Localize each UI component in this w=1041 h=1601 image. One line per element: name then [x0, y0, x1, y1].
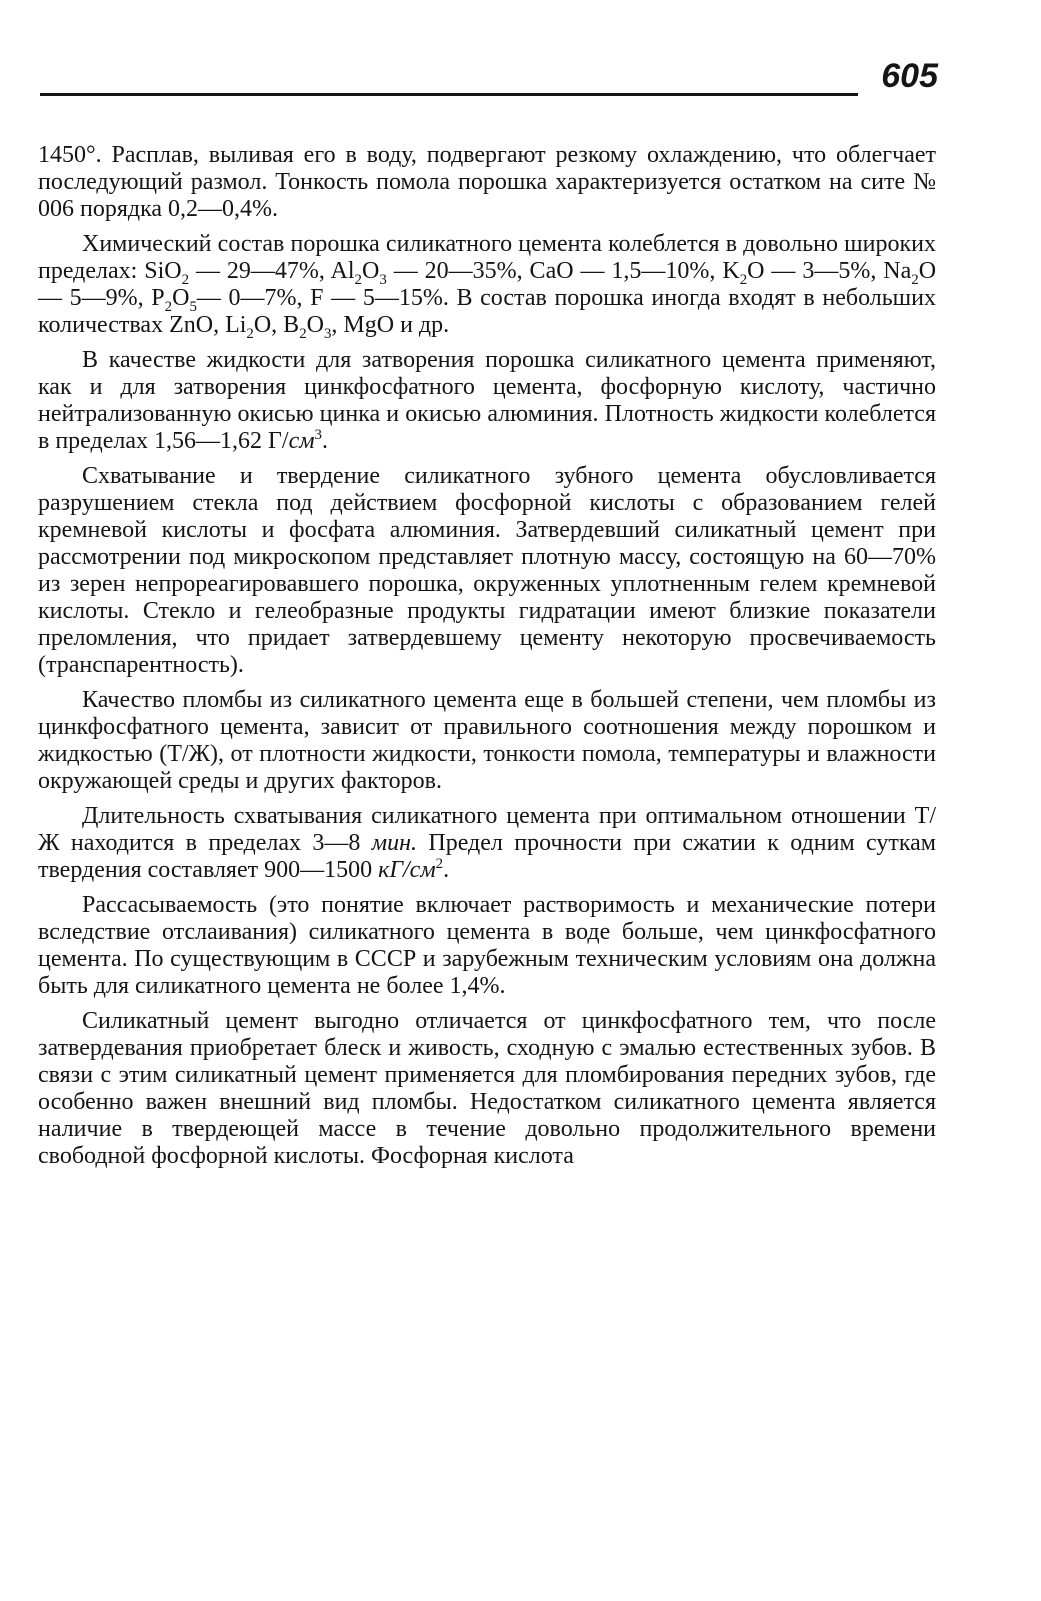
text-segment: В качестве жидкости для затворения порошка силикатного цемента применяют, как и для затворения цинкфосфатного цемента, фосфорную кислоту, частично нейтрализованную окисью цинка и окисью алюминия. Плотность жидкости колеблется в пределах 1,56—1,62: [38, 347, 942, 454]
text-segment: Предел прочности при сжатии к одним суткам твердения составляет 900—1500: [38, 830, 942, 883]
text-segment: 1450°. Расплав, выливая его в воду, подвергают резкому охлаждению, что облегчает последующий размол. Тонкость помола порошка характеризуется остатком на сите № 006 порядка 0,2—0,4%.: [38, 142, 942, 222]
text-segment: O, B: [253, 312, 300, 338]
paragraph: [38, 142, 942, 223]
text-segment: , MgO и др.: [331, 312, 450, 338]
paragraph: [38, 231, 943, 342]
italic-text: мин.: [371, 830, 418, 856]
text-segment: O: [172, 285, 190, 311]
subscript: 5: [189, 298, 197, 315]
subscript: 3: [379, 271, 387, 288]
subscript: 2: [739, 271, 748, 288]
subscript: 2: [164, 298, 173, 315]
text-segment: O — 3—5%, Na: [747, 258, 912, 284]
subscript: 2: [911, 271, 919, 288]
text-segment: — 20—35%, CaO — 1,5—10%, K: [386, 258, 740, 284]
text-segment: Схватывание и твердение силикатного зубного цемента обусловливается разрушением стекла под действием фосфорной кислоты с образованием гелей кремневой кислоты и фосфата алюминия. Затвердевший силикатный цемент при рассмотрении под микроскопом представляет плотную массу, состоящую на 60—70% из зерен непрореагировавшего порошка, окруженных уплотненным гелем кремневой кислоты. Стекло и гелеобразные продукты гидратации имеют близкие показатели преломления, что придает затвердевшему цементу некоторую просвечиваемость (транспарентность).: [38, 463, 942, 678]
italic-text: см: [288, 428, 315, 454]
header-rule: [40, 93, 858, 96]
paragraph: [38, 687, 942, 795]
subscript: 2: [181, 271, 190, 288]
paragraph: [38, 347, 942, 455]
paragraph: [38, 803, 942, 884]
subscript: 2: [299, 325, 307, 342]
text-segment: — 29—47%, Al: [189, 258, 355, 284]
paragraph: [38, 463, 942, 679]
text-segment: .: [321, 428, 328, 454]
text-segment: O: [361, 258, 380, 284]
superscript: 2: [435, 856, 444, 872]
paragraph: [38, 892, 942, 1000]
text-segment: Качество пломбы из силикатного цемента еще в большей степени, чем пломбы из цинкфосфатного цемента, зависит от правильного соотношения между порошком и жидкостью (Т/Ж), от плотности жидкости, тонкости помола, температуры и влажности окружающей среды и других факторов.: [38, 687, 942, 794]
page-header: [40, 56, 940, 100]
text-segment: — 0—7%, F — 5—15%. В состав порошка иногда входят в небольших количествах ZnO, Li: [38, 285, 942, 338]
superscript: 3: [314, 427, 322, 443]
text-segment: O — 5—9%, P: [38, 258, 943, 311]
text-segment: Длительность схватывания силикатного цемента при оптимальном отношении Т/Ж находится в пределах 3—8: [38, 803, 936, 856]
text-segment: Химический состав порошка силикатного цемента колеблется в довольно широких пределах: SiO: [38, 231, 942, 284]
text-segment: Г/: [268, 428, 289, 454]
text-segment: Рассасываемость (это понятие включает растворимость и механические потери вследствие отслаивания) силикатного цемента в воде больше, чем цинкфосфатного цемента. По существующим в СССР и зарубежным техническим условиям она должна быть для силикатного цемента не более 1,4%.: [38, 892, 942, 999]
text-segment: .: [443, 857, 450, 883]
subscript: 2: [246, 325, 254, 342]
subscript: 3: [323, 325, 332, 342]
paragraph: [38, 1008, 942, 1170]
page-number: 605: [881, 57, 938, 95]
text-segment: Силикатный цемент выгодно отличается от цинкфосфатного тем, что после затвердевания приобретает блеск и живость, сходную с эмалью естественных зубов. В связи с этим силикатный цемент применяется для пломбирования передних зубов, где особенно важен внешний вид пломбы. Недостатком силикатного цемента является наличие в твердеющей массе в течение довольно продолжительного времени свободной фосфорной кислоты. Фосфорная кислота: [38, 1008, 942, 1169]
body-text: [38, 142, 943, 1178]
text-segment: O: [306, 312, 324, 338]
italic-text: кГ/см: [378, 857, 436, 883]
subscript: 2: [354, 271, 362, 288]
